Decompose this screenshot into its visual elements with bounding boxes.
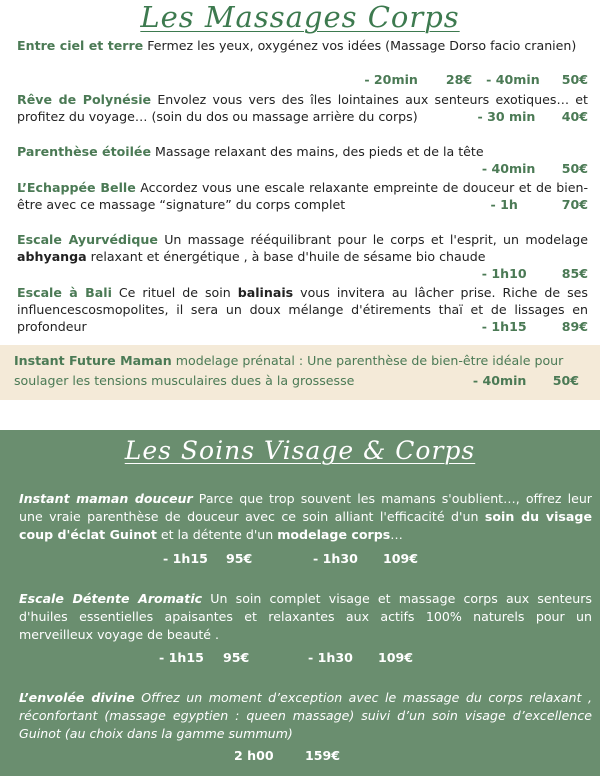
soin-duration-2: - 1h30: [313, 551, 358, 566]
soin-price-1: 95€: [223, 650, 250, 665]
soin-name: L’envolée divine: [19, 690, 135, 705]
soin-item-escale-detente-aromatic: [19, 590, 592, 644]
soin-description: Parce que trop souvent les mamans s'oublient…, offrez leur une vraie parenthèse de douceur avec ce soin alliant l'efficacité d'un: [19, 491, 592, 524]
soin-item-envolee-divine: [19, 689, 592, 743]
duration-option-2: - 40min: [486, 72, 540, 87]
price-option-2: 50€: [561, 72, 588, 87]
massage-name: L’Echappée Belle: [17, 180, 136, 195]
massage-item-escale-a-bali: [17, 284, 588, 335]
massage-price: 50€: [552, 373, 579, 388]
massage-keyword: abhyanga: [17, 249, 87, 264]
soin-price: 159€: [305, 748, 341, 763]
massage-keyword: balinais: [237, 285, 294, 300]
massage-name: Parenthèse étoilée: [17, 144, 151, 159]
massage-duration: - 40min: [481, 161, 536, 176]
massage-item-escale-ayurvedique: [17, 231, 588, 282]
massages-section-title: Les Massages Corps: [140, 0, 460, 34]
massage-duration: - 1h10: [481, 266, 527, 281]
massage-name: Instant Future Maman: [14, 353, 172, 368]
soin-duration-1: - 1h15: [159, 650, 204, 665]
soin-price-2: 109€: [383, 551, 419, 566]
price-option-1: 28€: [445, 72, 473, 87]
massage-name: Entre ciel et terre: [17, 38, 144, 53]
soin-name: Escale Détente Aromatic: [19, 591, 203, 606]
soin-price-2: 109€: [378, 650, 414, 665]
duration-option-1: - 20min: [364, 72, 418, 87]
soin-description-end: …: [390, 527, 403, 542]
massage-description: Fermez les yeux, oxygénez vos idées (Massage Dorso facio cranien): [143, 38, 577, 53]
massage-description: Accordez vous une escale relaxante empreinte de douceur et de bien-être avec ce massage “signature” du corps complet: [17, 180, 588, 212]
massage-price: 85€: [561, 266, 588, 281]
massage-price: 50€: [561, 161, 588, 176]
soin-duration-2: - 1h30: [308, 650, 353, 665]
soin-description: Offrez un moment d’exception avec le massage du corps relaxant , réconfortant (massage egyptien : queen massage) suivi d’un soin visage d’excellence Guinot (au choix dans la gamme summum): [19, 690, 592, 741]
soin-keyword: soin du visage coup d'éclat Guinot: [19, 509, 592, 542]
soin-description-cont: et la détente d'un: [156, 527, 278, 542]
massage-item-echappee-belle: [17, 179, 588, 213]
massage-price: 70€: [561, 197, 588, 212]
massage-name: Rêve de Polynésie: [17, 92, 152, 107]
massage-description: Envolez vous vers des îles lointaines aux senteurs exotiques… et profitez du voyage… (soin du dos ou massage arrière du corps): [17, 92, 588, 124]
massage-description-cont: relaxant et énergétique , à base d'huile de sésame bio chaude: [86, 249, 486, 264]
massage-name: Escale à Bali: [17, 285, 112, 300]
massage-duration: - 1h15: [481, 319, 527, 334]
massage-description: Massage relaxant des mains, des pieds et de la tête: [151, 144, 484, 159]
massage-description: Ce rituel de soin: [111, 285, 238, 300]
massage-description-cont: vous invitera au lâcher prise. Riche de ses influencescosmopolites, il sera un doux mélange d'étirements thaï et de lissages en profondeur: [17, 285, 588, 334]
soin-duration-1: - 1h15: [163, 551, 208, 566]
soin-keyword: modelage corps: [277, 527, 391, 542]
soin-description: Un soin complet visage et massage corps aux senteurs d'huiles essentielles apaisantes et relaxantes aux actifs 100% naturels pour un merveilleux voyage de beauté .: [19, 591, 592, 642]
massage-item-parenthese-etoilee: [17, 143, 588, 177]
soin-item-instant-maman-douceur: [19, 490, 592, 544]
massage-item-reve-de-polynesie: [17, 91, 588, 125]
massage-duration: - 30 min: [477, 109, 536, 124]
soin-duration: 2 h00: [234, 748, 274, 763]
soin-price-1: 95€: [226, 551, 253, 566]
massage-duration: - 1h: [490, 197, 518, 212]
massage-price: 89€: [561, 319, 588, 334]
highlight-band-future-maman: [0, 345, 600, 400]
soin-name: Instant maman douceur: [19, 491, 193, 506]
massage-price: 40€: [561, 109, 588, 124]
soins-section: [0, 430, 600, 776]
massage-name: Escale Ayurvédique: [17, 232, 158, 247]
massage-description: Un massage rééquilibrant pour le corps et l'esprit, un modelage: [157, 232, 588, 247]
soins-section-title: Les Soins Visage & Corps: [124, 436, 476, 465]
massage-description: modelage prénatal : Une parenthèse de bien-être idéale pour soulager les tensions musculaires dues à la grossesse: [14, 353, 564, 388]
massage-duration: - 40min: [472, 373, 527, 388]
